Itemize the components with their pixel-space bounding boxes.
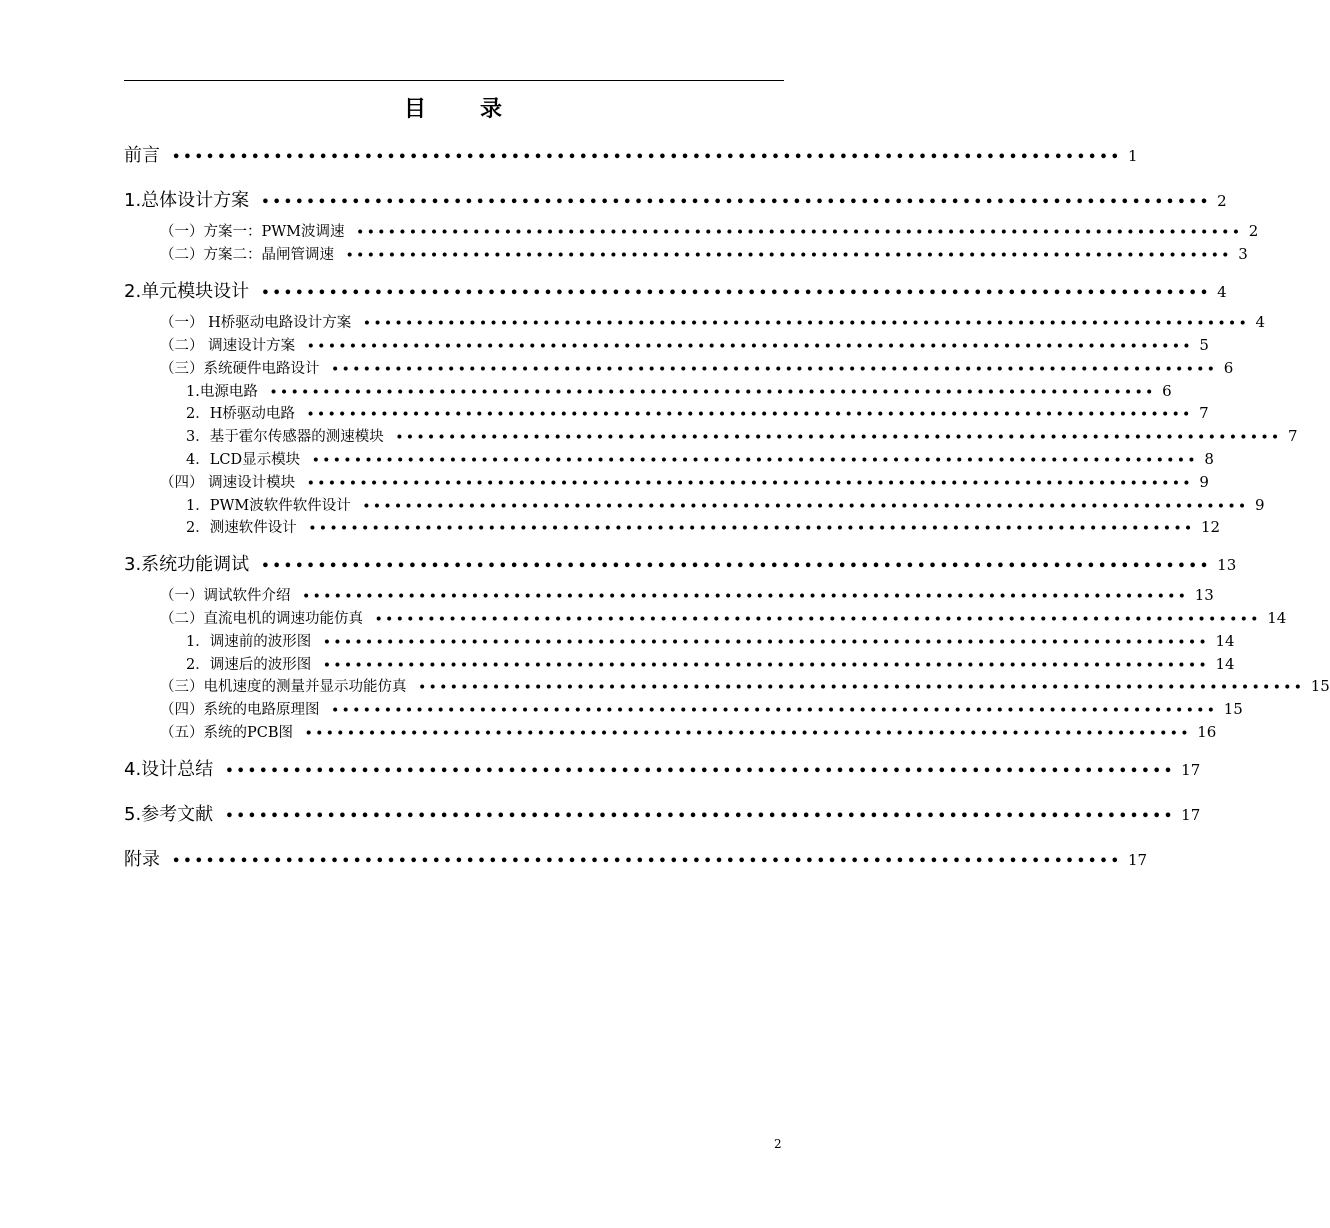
leader-dots: •••••••••••••••••••••••••••••••••••••••••••••••••••••••••••••••••••••••••••••••••••• [323, 658, 1210, 672]
toc-entry-label: 2．调速后的波形图 [186, 657, 312, 673]
toc-entry-label: 5.参考文献 [124, 804, 214, 825]
leader-dots: •••••••••••••••••••••••••••••••••••••••••••••••••••••••••••••••••••••••••••••••••••• [331, 703, 1218, 717]
toc-entry-page: 7 [1199, 404, 1209, 422]
toc-entry-label: （五）系统的PCB图 [160, 725, 294, 741]
toc-entry-label: （二）方案二：晶闸管调速 [160, 247, 334, 263]
toc-entry-page: 16 [1197, 723, 1217, 741]
leader-dots: •••••••••••••••••••••••••••••••••••••••••••••••••••••••••••••••••••••••••••••••••••• [261, 195, 1212, 210]
toc-entry[interactable] [124, 141, 1138, 167]
toc-entry[interactable] [186, 630, 1235, 651]
toc-entry[interactable] [160, 311, 1266, 332]
toc-entry[interactable] [160, 721, 1217, 742]
leader-dots: •••••••••••••••••••••••••••••••••••••••••••••••••••••••••••••••••••••••••••••••••••• [307, 476, 1194, 490]
toc-entry-page: 15 [1223, 700, 1243, 718]
toc-entry-page: 6 [1162, 382, 1172, 400]
toc-entry[interactable] [124, 550, 1237, 576]
toc-entry[interactable] [124, 186, 1227, 212]
toc-entry[interactable] [186, 402, 1209, 423]
toc-entry-page: 2 [1217, 192, 1227, 210]
toc-entry[interactable] [186, 448, 1214, 469]
toc-entry-page: 9 [1254, 496, 1265, 514]
toc-entry-page: 6 [1223, 359, 1234, 377]
title-char-1: 目 [403, 97, 428, 122]
leader-dots: •••••••••••••••••••••••••••••••••••••••••••••••••••••••••••••••••••••••••••••••••••• [225, 764, 1176, 779]
toc-entry-page: 15 [1310, 677, 1330, 695]
toc-entry-label: （三）电机速度的测量并显示功能仿真 [160, 679, 407, 695]
toc-entry-page: 14 [1215, 632, 1235, 650]
leader-dots: •••••••••••••••••••••••••••••••••••••••••••••••••••••••••••••••••••••••••••••••••••• [346, 248, 1233, 262]
toc-entry-label: 3.系统功能调试 [124, 554, 250, 575]
toc-entry-page: 9 [1199, 473, 1209, 491]
leader-dots: •••••••••••••••••••••••••••••••••••••••••••••••••••••••••••••••••••••••••••••••••••• [269, 385, 1157, 399]
leader-dots: •••••••••••••••••••••••••••••••••••••••••••••••••••••••••••••••••••••••••••••••••••• [172, 150, 1122, 165]
toc-entry-label: 2．H桥驱动电路 [186, 406, 295, 422]
leader-dots: •••••••••••••••••••••••••••••••••••••••••••••••••••••••••••••••••••••••••••••••••••• [306, 407, 1194, 421]
leader-dots: •••••••••••••••••••••••••••••••••••••••••••••••••••••••••••••••••••••••••••••••••••• [172, 854, 1122, 869]
toc-entry[interactable] [186, 494, 1265, 515]
title-char-2: 录 [480, 97, 505, 122]
toc-entry-label: 1．调速前的波形图 [186, 634, 312, 650]
toc-entry-label: 4.设计总结 [124, 759, 214, 780]
leader-dots: •••••••••••••••••••••••••••••••••••••••••••••••••••••••••••••••••••••••••••••••••••• [356, 225, 1243, 239]
toc-entry-label: 前言 [124, 145, 160, 166]
toc-entry[interactable] [186, 653, 1235, 674]
toc-entry-label: 4．LCD显示模块 [186, 452, 301, 468]
toc-entry-page: 4 [1255, 313, 1266, 331]
toc-entry-page: 5 [1199, 336, 1209, 354]
leader-dots: •••••••••••••••••••••••••••••••••••••••••••••••••••••••••••••••••••••••••••••••••••• [307, 339, 1194, 353]
toc-entry[interactable] [160, 243, 1248, 264]
leader-dots: •••••••••••••••••••••••••••••••••••••••••••••••••••••••••••••••••••••••••••••••••••• [302, 589, 1189, 603]
toc-entry-page: 8 [1204, 450, 1214, 468]
toc-entry-label: （二） 调速设计方案 [160, 338, 296, 354]
toc-entry[interactable] [160, 607, 1287, 628]
toc-entry-label: （三）系统硬件电路设计 [160, 361, 320, 377]
leader-dots: •••••••••••••••••••••••••••••••••••••••••••••••••••••••••••••••••••••••••••••••••••• [363, 316, 1250, 330]
toc-entry[interactable] [160, 357, 1234, 378]
toc-entry[interactable] [160, 675, 1330, 696]
toc-entry[interactable] [160, 698, 1243, 719]
toc-entry-page: 2 [1248, 222, 1259, 240]
toc-entry-page: 17 [1181, 806, 1201, 824]
leader-dots: •••••••••••••••••••••••••••••••••••••••••••••••••••••••••••••••••••••••••••••••••••• [261, 286, 1212, 301]
toc-entry-label: （一）方案一：PWM波调速 [160, 224, 345, 240]
toc-entry[interactable] [186, 425, 1298, 446]
toc-entry-label: 附录 [124, 849, 160, 870]
toc-entry[interactable] [124, 845, 1148, 871]
leader-dots: •••••••••••••••••••••••••••••••••••••••••••••••••••••••••••••••••••••••••••••••••••• [418, 680, 1305, 694]
toc-entry-page: 7 [1287, 427, 1298, 445]
toc-entry[interactable] [160, 220, 1259, 241]
toc-entry[interactable] [186, 516, 1221, 537]
leader-dots: •••••••••••••••••••••••••••••••••••••••••••••••••••••••••••••••••••••••••••••••••••• [395, 430, 1282, 444]
toc-entry-page: 14 [1215, 655, 1235, 673]
toc-entry[interactable] [124, 800, 1201, 826]
leader-dots: •••••••••••••••••••••••••••••••••••••••••••••••••••••••••••••••••••••••••••••••••••• [331, 362, 1218, 376]
toc-entry-page: 4 [1217, 283, 1227, 301]
toc-entry-page: 3 [1238, 245, 1248, 263]
toc-entry-page: 13 [1217, 556, 1237, 574]
page-number: 2 [774, 1137, 782, 1151]
toc-entry-label: （一）调试软件介绍 [160, 588, 291, 604]
toc-entry-page: 17 [1127, 851, 1148, 869]
leader-dots: •••••••••••••••••••••••••••••••••••••••••••••••••••••••••••••••••••••••••••••••••••• [308, 521, 1195, 535]
toc-entry-page: 14 [1267, 609, 1287, 627]
toc-entry[interactable] [124, 277, 1227, 303]
toc-entry-label: 1．PWM波软件软件设计 [186, 498, 351, 514]
toc-entry-label: （一） H桥驱动电路设计方案 [160, 315, 352, 331]
toc-entry-label: 1.电源电路 [186, 384, 258, 400]
toc-entry-label: 1.总体设计方案 [124, 190, 250, 211]
leader-dots: •••••••••••••••••••••••••••••••••••••••••••••••••••••••••••••••••••••••••••••••••••• [225, 809, 1176, 824]
toc-entry-page: 12 [1200, 518, 1221, 536]
toc-entry[interactable] [186, 380, 1172, 401]
toc-entry-label: （四） 调速设计模块 [160, 475, 296, 491]
toc-entry-page: 1 [1127, 147, 1138, 165]
toc-entry-page: 17 [1181, 761, 1201, 779]
leader-dots: •••••••••••••••••••••••••••••••••••••••••••••••••••••••••••••••••••••••••••••••••••• [375, 612, 1262, 626]
toc-entry-label: （二）直流电机的调速功能仿真 [160, 611, 363, 627]
leader-dots: •••••••••••••••••••••••••••••••••••••••••••••••••••••••••••••••••••••••••••••••••••• [261, 559, 1212, 574]
toc-entry-label: 2．测速软件设计 [186, 520, 297, 536]
toc-entry-label: 3．基于霍尔传感器的测速模块 [186, 429, 384, 445]
leader-dots: •••••••••••••••••••••••••••••••••••••••••••••••••••••••••••••••••••••••••••••••••••• [312, 453, 1199, 467]
leader-dots: •••••••••••••••••••••••••••••••••••••••••••••••••••••••••••••••••••••••••••••••••••• [362, 499, 1249, 513]
toc-entry[interactable] [160, 471, 1209, 492]
leader-dots: •••••••••••••••••••••••••••••••••••••••••••••••••••••••••••••••••••••••••••••••••••• [305, 726, 1192, 740]
toc-entry-page: 13 [1194, 586, 1214, 604]
toc-entry-label: 2.单元模块设计 [124, 281, 250, 302]
leader-dots: •••••••••••••••••••••••••••••••••••••••••••••••••••••••••••••••••••••••••••••••••••• [323, 635, 1210, 649]
toc-entry[interactable] [124, 755, 1201, 781]
toc-entry-label: （四）系统的电路原理图 [160, 702, 320, 718]
toc-entry[interactable] [160, 584, 1214, 605]
toc-entry[interactable] [160, 334, 1209, 355]
